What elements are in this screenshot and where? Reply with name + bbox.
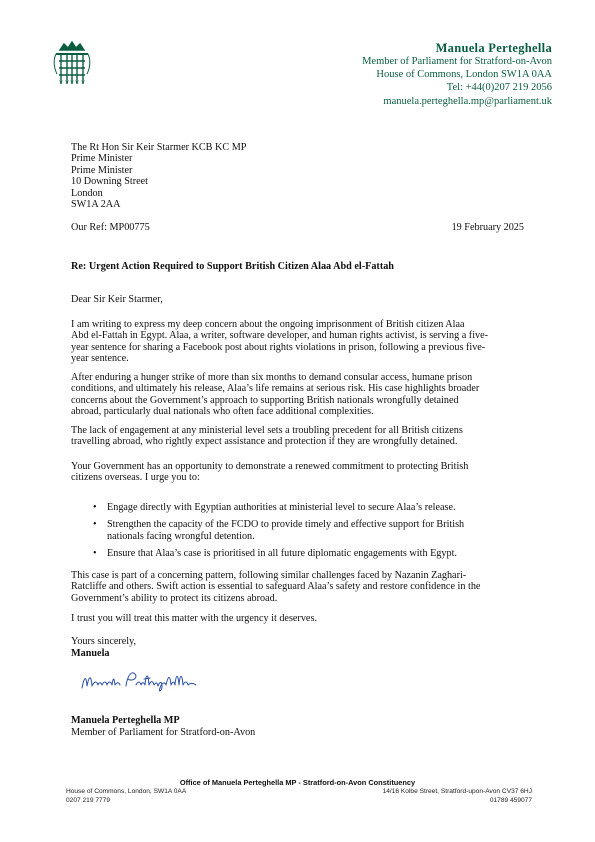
paragraph-line: Abd el-Fattah in Egypt. Alaa, a writer, software developer, and human rights activist, is serving a five- (71, 330, 489, 342)
list-item (93, 502, 525, 513)
letterhead-phone: Tel: +44(0)207 219 2056 (446, 82, 552, 94)
paragraph-line: Ratcliffe and others. Swift action is essential to safeguard Alaa’s safety and restore confidence in the (71, 581, 481, 593)
letterhead-mp-name: Manuela Perteghella (435, 41, 552, 55)
body-paragraph (71, 461, 525, 484)
paragraph-line: I trust you will treat this matter with the urgency it deserves. (71, 613, 317, 624)
list-item-line: • Ensure that Alaa’s case is prioritised in all future diplomatic engagements with Egypt. (107, 548, 457, 560)
paragraph-line: Government’s ability to protect its citizens abroad. (71, 592, 278, 604)
recipient-line: Prime Minister (71, 164, 133, 176)
request-list (93, 502, 525, 566)
paragraph-line: conditions, and ultimately his release, Alaa’s life remains at serious risk. His case highlights broader (71, 383, 480, 395)
paragraph-line: citizens overseas. I urge you to: (71, 472, 200, 484)
recipient-line: Prime Minister (71, 153, 133, 165)
footer-address: 14/16 Kolbe Street, Stratford-upon-Avon CV37 6HJ (382, 788, 532, 795)
footer-left (66, 787, 186, 805)
body-paragraph (71, 425, 525, 448)
letterhead (362, 41, 552, 108)
subject-line: Re: Urgent Action Required to Support British Citizen Alaa Abd el-Fattah (71, 261, 394, 272)
closing-name: Manuela (71, 648, 110, 659)
paragraph-line: abroad, particularly dual nationals who often face additional complexities. (71, 406, 374, 418)
body-paragraph (71, 570, 525, 604)
paragraph-line: After enduring a hunger strike of more than six months to demand consular access, humane prison (71, 372, 473, 383)
footer-phone: 0207 219 7779 (66, 797, 111, 804)
paragraph-line: travelling abroad, who rightly expect assistance and protection if they are wrongfully detained. (71, 436, 458, 448)
portcullis-icon (52, 40, 92, 86)
signatory-name: Manuela Perteghella MP (71, 715, 180, 726)
salutation: Dear Sir Keir Starmer, (71, 294, 163, 305)
paragraph-line: year sentence. (71, 353, 129, 365)
recipient-line: SW1A 2AA (71, 199, 121, 211)
footer-right (383, 787, 532, 805)
paragraph-line: year sentence for sharing a Facebook post about rights violations in prison, following a previous five- (71, 341, 486, 353)
closing: Yours sincerely, (71, 636, 137, 647)
recipient-line: 10 Downing Street (71, 176, 148, 188)
letterhead-address: House of Commons, London SW1A 0AA (376, 69, 552, 81)
letterhead-role: Member of Parliament for Stratford-on-Avon (362, 56, 552, 67)
handwritten-signature (78, 664, 218, 698)
paragraph-line: Your Government has an opportunity to demonstrate a renewed commitment to protecting British (71, 461, 469, 472)
footer-phone: 01789 459077 (489, 797, 532, 804)
our-reference: Our Ref: MP00775 (71, 222, 150, 233)
footer-address: House of Commons, London, SW1A 0AA (66, 788, 187, 795)
letterhead-email[interactable]: manuela.perteghella.mp@parliament.uk (383, 95, 552, 107)
list-item-line: • Strengthen the capacity of the FCDO to provide timely and effective support for British (107, 519, 465, 531)
letter-date: 19 February 2025 (451, 222, 524, 233)
list-item-line: • Engage directly with Egyptian authorities at ministerial level to secure Alaa’s release. (107, 502, 456, 513)
recipient-line: The Rt Hon Sir Keir Starmer KCB KC MP (71, 142, 247, 153)
list-item (93, 519, 525, 542)
signatory-title: Member of Parliament for Stratford-on-Avon (71, 727, 256, 738)
paragraph-line: This case is part of a concerning pattern, following similar challenges faced by Nazanin Zaghari- (71, 570, 467, 581)
list-item (93, 548, 525, 559)
recipient-address (71, 142, 246, 210)
paragraph-line: concerns about the Government’s approach to supporting British nationals wrongfully detained (71, 394, 459, 406)
list-item-line: nationals facing wrongful detention. (107, 530, 255, 542)
body-paragraph (71, 372, 525, 418)
body-paragraph (71, 319, 525, 365)
body-paragraph (71, 613, 525, 624)
paragraph-line: I am writing to express my deep concern about the ongoing imprisonment of British citizen Alaa (71, 319, 465, 330)
footer-title: Office of Manuela Perteghella MP - Stratford-on-Avon Constituency (179, 778, 416, 787)
paragraph-line: The lack of engagement at any ministerial level sets a troubling precedent for all British citizens (71, 425, 463, 436)
recipient-line: London (71, 187, 103, 199)
